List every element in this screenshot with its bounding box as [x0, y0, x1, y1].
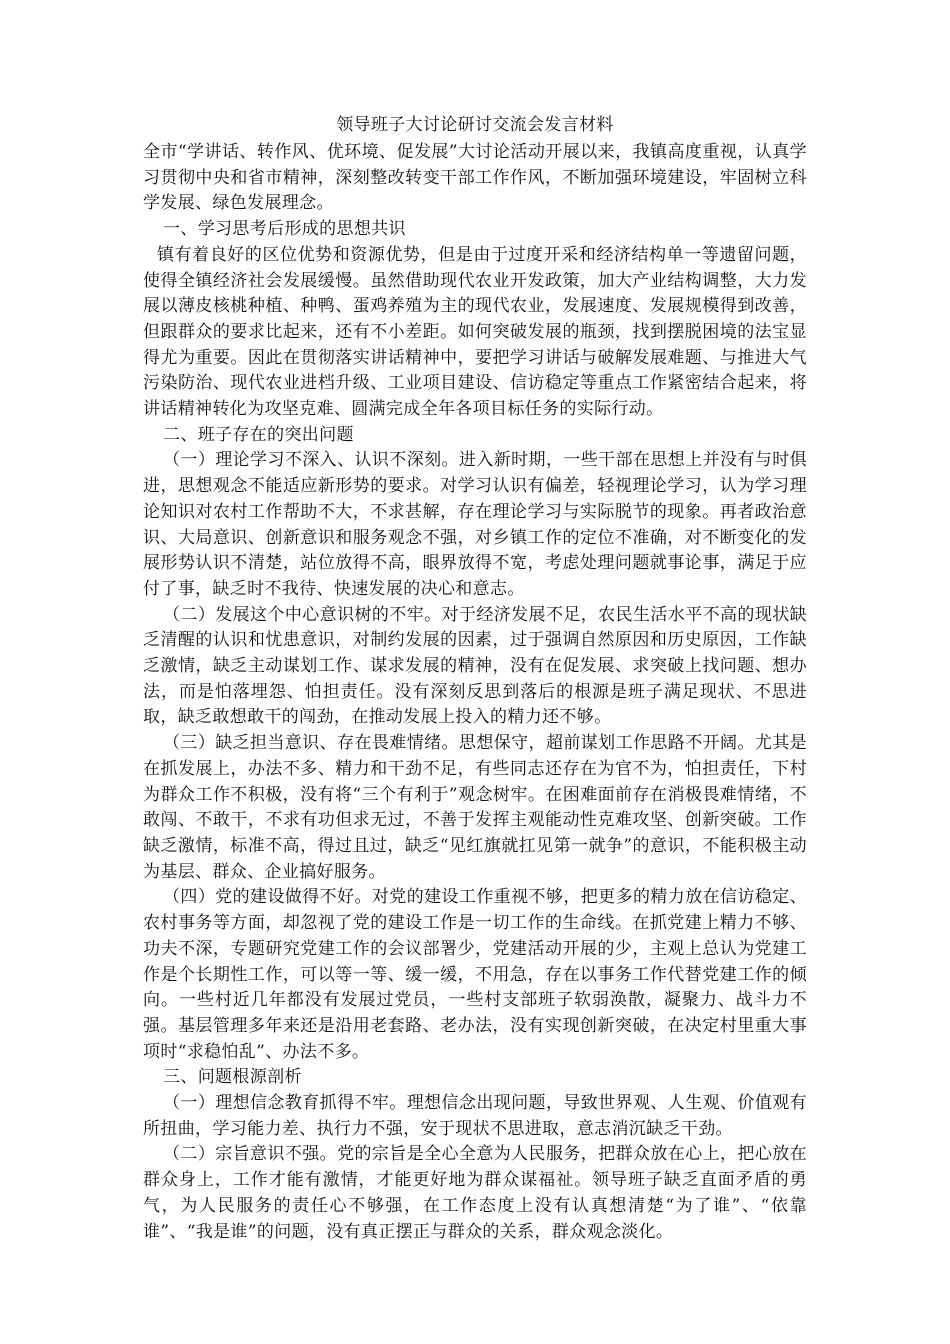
section-heading-1: 一、学习思考后形成的思想共识 — [163, 219, 406, 240]
document-title: 领导班子大讨论研讨交流会发言材料 — [336, 115, 614, 135]
intro-paragraph: 全市“学讲话、转作风、优环境、促发展”大讨论活动开展以来，我镇高度重视，认真学习贯彻中央和省市精神，深刻整改转变干部工作作风，不断加强环境建设，牢固树立科学发展、绿色发展理念。 — [143, 142, 807, 214]
document-page — [143, 112, 807, 1245]
section-3-item-2: （二）宗旨意识不强。党的宗旨是全心全意为人民服务，把群众放在心上，把心放在群众身上，工作才能有激情，才能更好地为群众谋福祉。领导班子缺乏直面矛盾的勇气，为人民服务的责任心不够强，在工作态度上没有认真想清楚“为了谁”、“依靠谁”、“我是谁”的问题，没有真正摆正与群众的关系，群众观念淡化。 — [143, 1144, 807, 1242]
section-3-item-1: （一）理想信念教育抓得不牢。理想信念出现问题，导致世界观、人生观、价值观有所扭曲，学习能力差、执行力不强，安于现状不思进取，意志消沉缺乏干劲。 — [143, 1093, 807, 1139]
section-1-paragraph: 镇有着良好的区位优势和资源优势，但是由于过度开采和经济结构单一等遗留问题，使得全镇经济社会发展缓慢。虽然借助现代农业开发政策，加大产业结构调整，大力发展以薄皮核桃种植、种鸭、蛋鸡养殖为主的现代农业，发展速度、发展规模得到改善，但跟群众的要求比起来，还有不小差距。如何突破发展的瓶颈，找到摆脱困境的法宝显得尤为重要。因此在贯彻落实讲话精神中，要把学习讲话与破解发展难题、与推进大气污染防治、现代农业进档升级、工业项目建设、信访稳定等重点工作紧密结合起来，将讲话精神转化为攻坚克难、圆满完成全年各项目标任务的实际行动。 — [143, 244, 807, 420]
section-2-item-2: （二）发展这个中心意识树的不牢。对于经济发展不足，农民生活水平不高的现状缺乏清醒的认识和忧患意识，对制约发展的因素，过于强调自然原因和历史原因，工作缺乏激情，缺乏主动谋划工作、谋求发展的精神，没有在促发展、求突破上找问题、想办法，而是怕落埋怨、怕担责任。没有深刻反思到落后的根源是班子满足现状、不思进取，缺乏敢想敢干的闯劲，在推动发展上投入的精力还不够。 — [143, 604, 807, 728]
section-2-item-4: （四）党的建设做得不好。对党的建设工作重视不够，把更多的精力放在信访稳定、农村事务等方面，却忽视了党的建设工作是一切工作的生命线。在抓党建上精力不够、功夫不深，专题研究党建工作的会议部署少，党建活动开展的少，主观上总认为党建工作是个长期性工作，可以等一等、缓一缓，不用急，存在以事务工作代替党建工作的倾向。一些村近几年都没有发展过党员，一些村支部班子软弱涣散，凝聚力、战斗力不强。基层管理多年来还是沿用老套路、老办法，没有实现创新突破，在决定村里重大事项时“求稳怕乱”、办法不多。 — [143, 887, 807, 1062]
section-heading-2: 二、班子存在的突出问题 — [163, 424, 354, 445]
section-2-item-3: （三）缺乏担当意识、存在畏难情绪。思想保守，超前谋划工作思路不开阔。尤其是在抓发展上，办法不多、精力和干劲不足，有些同志还存在为官不为，怕担责任，下村为群众工作不积极，没有将“三个有利于”观念树牢。在困难面前存在消极畏难情绪，不敢闯、不敢干，不求有功但求无过，不善于发挥主观能动性克难攻坚、创新突破。工作缺乏激情，标准不高，得过且过，缺乏“见红旗就扛见第一就争”的意识，不能积极主动为基层、群众、企业搞好服务。 — [143, 733, 807, 882]
section-2-item-1: （一）理论学习不深入、认识不深刻。进入新时期，一些干部在思想上并没有与时俱进，思想观念不能适应新形势的要求。对学习认识有偏差，轻视理论学习，认为学习理论知识对农村工作帮助不大，不求甚解，存在理论学习与实际脱节的现象。再者政治意识、大局意识、创新意识和服务观念不强，对乡镇工作的定位不准确，对不断变化的发展形势认识不清楚，站位放得不高，眼界放得不宽，考虑处理问题就事论事，满足于应付了事，缺乏时不我待、快速发展的决心和意志。 — [143, 450, 807, 599]
section-heading-3: 三、问题根源剖析 — [163, 1067, 302, 1088]
